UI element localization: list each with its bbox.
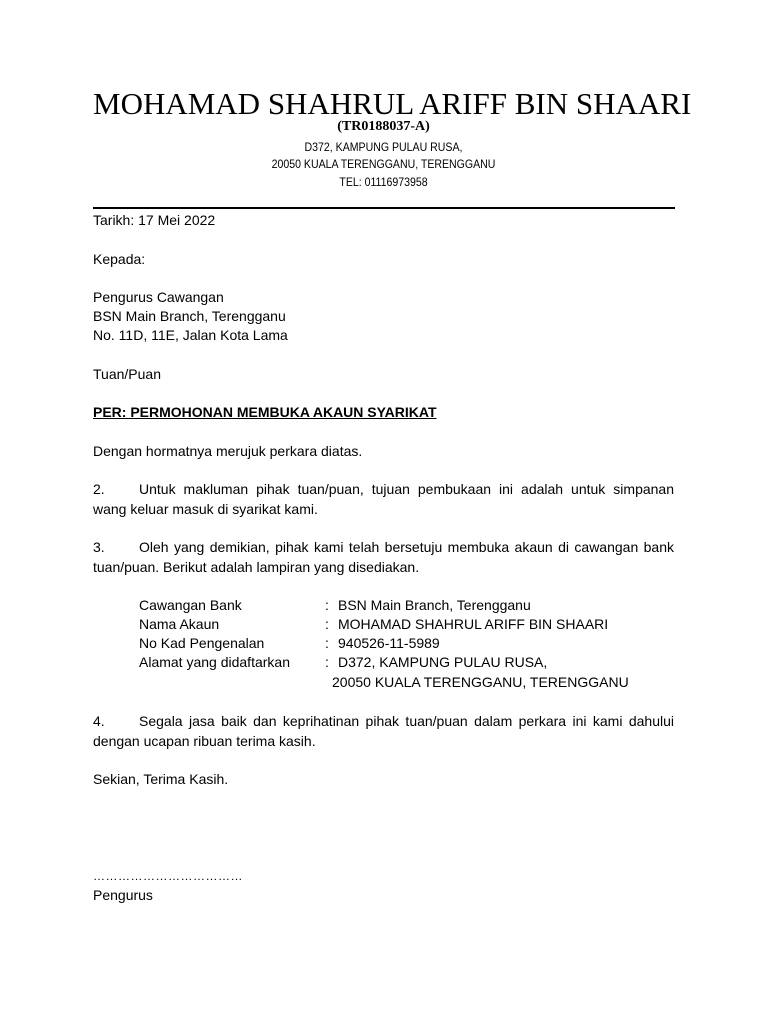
detail-value: MOHAMAD SHAHRUL ARIFF BIN SHAARI [338,616,609,632]
paragraph-4 [93,712,674,751]
closing-line: Sekian, Terima Kasih. [93,771,229,787]
detail-separator: : [325,597,329,613]
signatory-title: Pengurus [93,887,153,903]
signature-line: ……………………………… [93,869,243,883]
detail-separator: : [325,654,329,670]
detail-label: No Kad Pengenalan [139,635,265,651]
paragraph-text: Oleh yang demikian, pihak kami telah bersetuju membuka akaun di cawangan bank tuan/puan. Berikut adalah lampiran yang disediakan. [93,539,674,575]
paragraph-2 [93,480,674,519]
detail-value: 940526-11-5989 [338,635,440,651]
recipient-address: No. 11D, 11E, Jalan Kota Lama [93,327,288,343]
paragraph-3 [93,538,674,577]
detail-label: Cawangan Bank [139,597,242,613]
sender-address-line2: 20050 KUALA TERENGGANU, TERENGGANU [271,157,496,171]
detail-separator: : [325,635,329,651]
paragraph-number: 2. [93,481,105,497]
detail-label: Alamat yang didaftarkan [139,654,290,670]
letterhead-divider [93,207,675,209]
letter-date: Tarikh: 17 Mei 2022 [93,212,216,228]
paragraph-text: Untuk makluman pihak tuan/puan, tujuan pembukaan ini adalah untuk simpanan wang keluar masuk di syarikat kami. [93,481,674,517]
detail-value: BSN Main Branch, Terengganu [338,597,531,613]
opening-line: Dengan hormatnya merujuk perkara diatas. [93,443,363,459]
registration-number: (TR0188037-A) [337,119,430,134]
detail-value: D372, KAMPUNG PULAU RUSA, [338,654,548,670]
detail-label: Nama Akaun [139,616,220,632]
sender-address-line1: D372, KAMPUNG PULAU RUSA, [304,140,463,154]
detail-value-continuation: 20050 KUALA TERENGGANU, TERENGGANU [332,674,629,690]
recipient-label: Kepada: [93,251,146,267]
recipient-branch: BSN Main Branch, Terengganu [93,308,286,324]
letter-subject: PER: PERMOHONAN MEMBUKA AKAUN SYARIKAT [93,404,437,420]
paragraph-number: 3. [93,539,105,555]
paragraph-text: Segala jasa baik dan keprihatinan pihak tuan/puan dalam perkara ini kami dahului dengan ucapan ribuan terima kasih. [93,713,674,749]
detail-separator: : [325,616,329,632]
recipient-title: Pengurus Cawangan [93,289,224,305]
salutation: Tuan/Puan [93,366,161,382]
sender-telephone: TEL: 01116973958 [339,175,428,189]
paragraph-number: 4. [93,713,105,729]
letter-page [93,0,692,1024]
sender-name: MOHAMAD SHAHRUL ARIFF BIN SHAARI [93,86,692,121]
